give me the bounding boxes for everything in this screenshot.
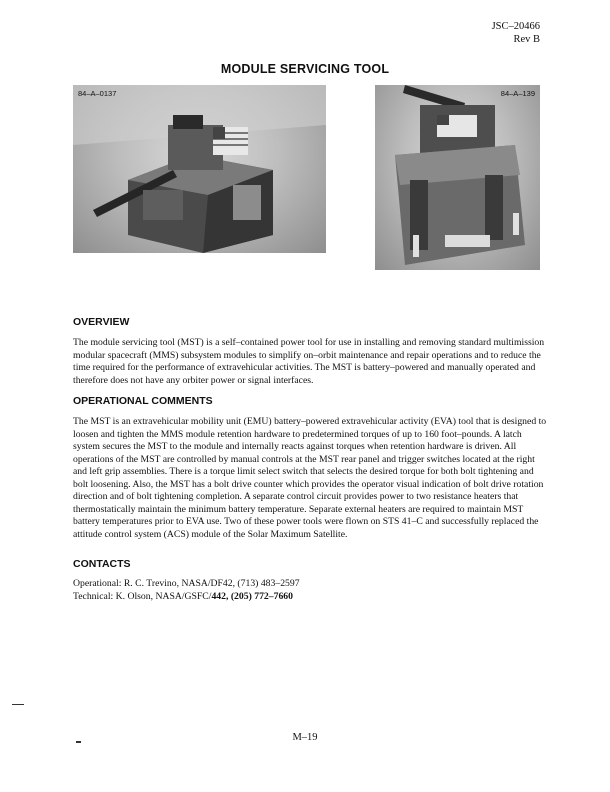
operational-comments-text: The MST is an extravehicular mobility unit (EMU) battery–powered extravehicular activity (EVA) tool that is designed to loosen and tighten the MMS module retention hardware to predetermined torques of up to 160 foot–pounds. A latch system secures the MST to the module and internally reacts against torques when retention hardware is driven. All operations of the MST are controlled by manual controls at the MST rear panel and trigger switches located at the right and left grip assemblies. There is a torque limit select switch that selects the desired torque for both bolt tightening and bolt loosening. Also, the MST has a bolt drive counter which provides the operator visual indication of bolt drive rotation direction and of bolt tightening completion. A separate control circuit provides power to two resistance heaters that thermostatically maintain the minimum battery temperature. Separate external heaters are required to maintain MST battery temperatures prior to EVA use. Two of these power tools were flown on STS 41–C and successfully replaced the attitude control system (ACS) module of the Solar Maximum Satellite.	[73, 416, 547, 540]
contacts-heading: CONTACTS	[73, 558, 131, 570]
contact-technical	[73, 591, 293, 604]
photo-caption: 84–A–0137	[78, 89, 117, 98]
operational-comments-heading: OPERATIONAL COMMENTS	[73, 395, 213, 407]
contact-name: K. Olson, NASA/GSFC/	[115, 591, 212, 602]
photo-mst-front-view	[375, 85, 540, 270]
scan-mark	[12, 704, 24, 705]
contact-operational	[73, 578, 300, 591]
doc-number: JSC–20466	[491, 21, 540, 32]
contact-phone: 442, (205) 772–7660	[211, 591, 293, 602]
document-id	[492, 20, 540, 46]
contact-value: R. C. Trevino, NASA/DF42, (713) 483–2597	[123, 578, 300, 589]
page-number: M–19	[292, 732, 318, 743]
photo-mst-side-view	[73, 85, 326, 253]
mst-tool-illustration	[73, 85, 326, 253]
overview-heading: OVERVIEW	[73, 316, 130, 328]
doc-revision: Rev B	[513, 34, 540, 45]
contact-label: Technical:	[73, 591, 114, 602]
mst-tool-illustration	[375, 85, 540, 270]
photo-caption: 84–A–139	[500, 89, 535, 98]
contact-label: Operational:	[73, 578, 122, 589]
page-title: MODULE SERVICING TOOL	[220, 62, 390, 76]
overview-text: The module servicing tool (MST) is a self–contained power tool for use in installing and removing standard multimission modular spacecraft (MMS) subsystem modules to simplify on–orbit maintenance and repair operations and to reduce the time required for the performance of extravehicular activities. The MST is battery–powered and manually operated and therefore does not have any orbiter power or signal interfaces.	[73, 337, 545, 386]
